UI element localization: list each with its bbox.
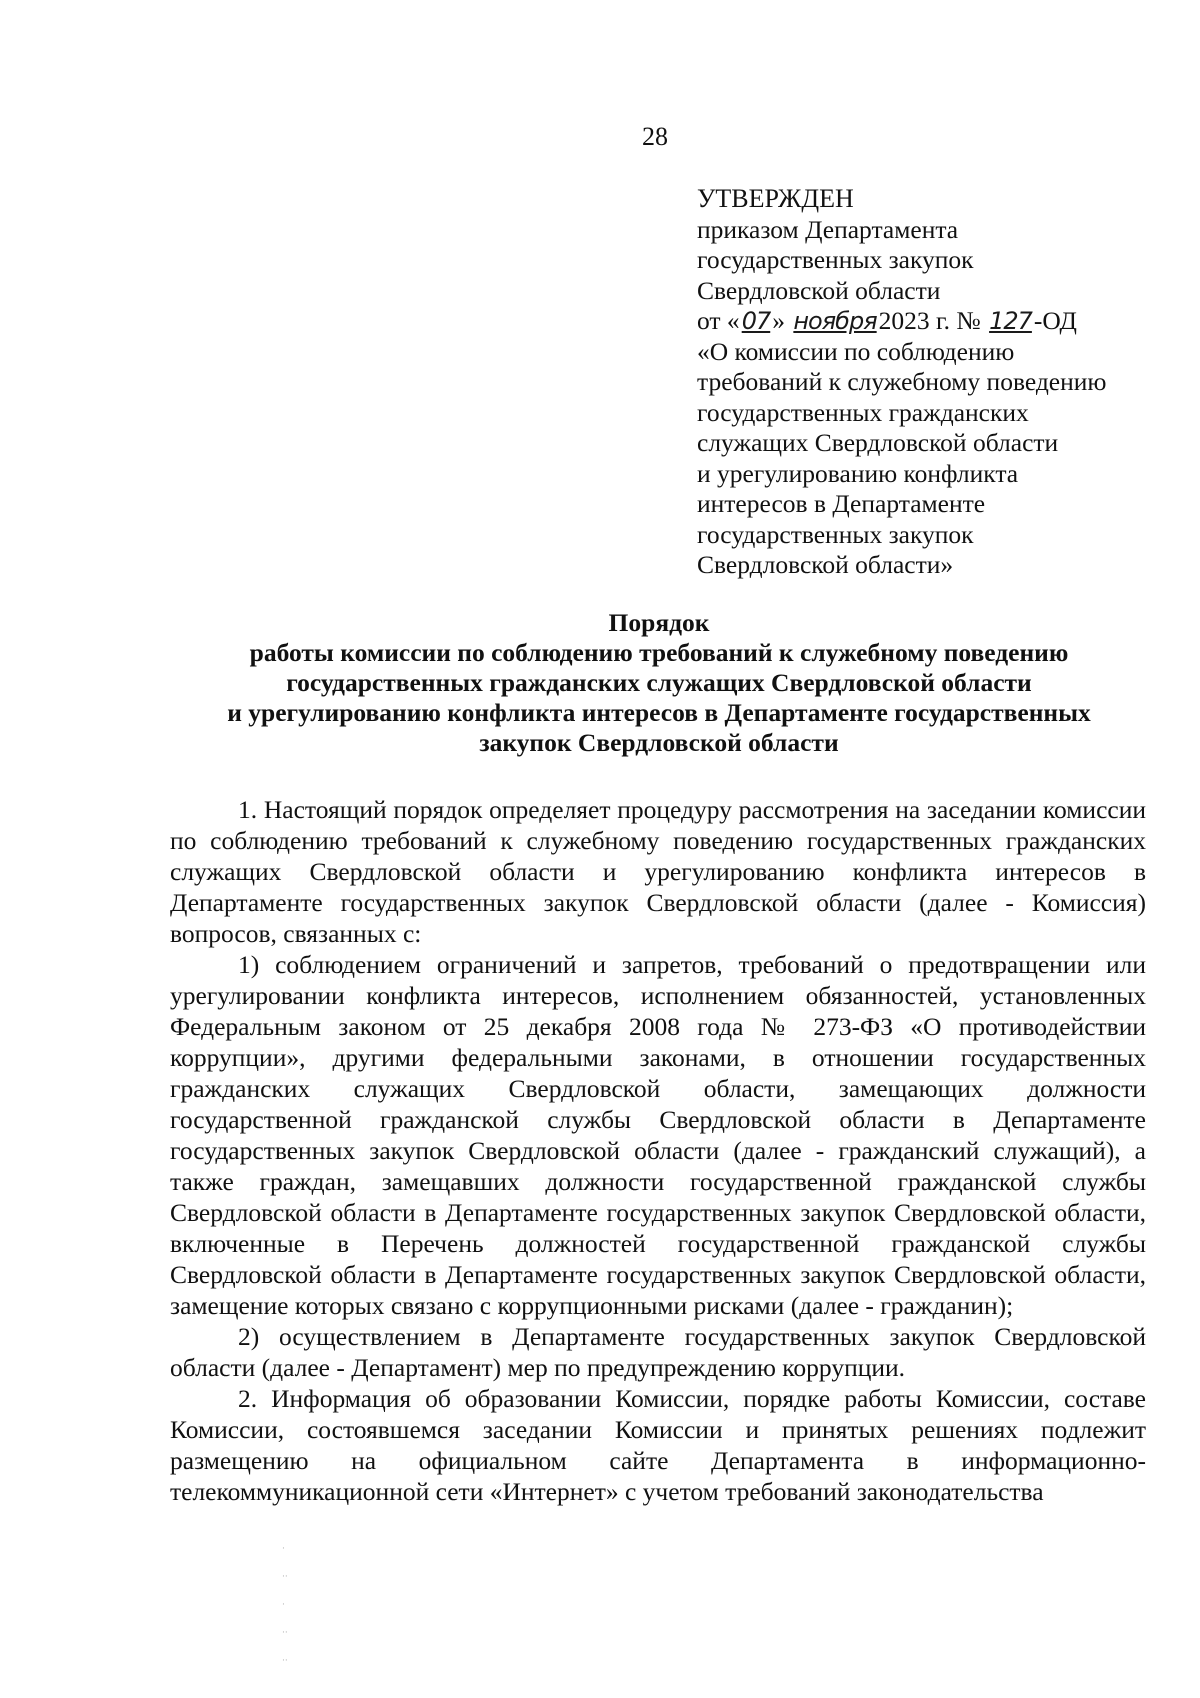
- approval-heading: УТВЕРЖДЕН: [697, 184, 854, 213]
- approval-stamp: [697, 184, 1167, 581]
- handwritten-order-number: 127: [989, 307, 1032, 335]
- handwritten-day: 07: [741, 307, 771, 335]
- title-line: работы комиссии по соблюдению требований к служебному поведению: [249, 638, 1069, 667]
- document-title: [170, 608, 1148, 758]
- body-paragraph: 1) соблюдением ограничений и запретов, требований о предотвращении или урегулировании конфликта интересов, исполнением обязанностей, установленных Федеральным законом от 25 декабря 2008 года № 273-ФЗ «О противодействии коррупции», другими федеральными законами, в отношении государственных гражданских служащих Свердловской области, замещающих должности государственной гражданской службы Свердловской области в Департаменте государственных закупок Свердловской области (далее - гражданский служащий), а также граждан, замещавших должности государственной гражданской службы Свердловской области в Департаменте государственных закупок Свердловской области, включенные в Перечень должностей государственной гражданской службы Свердловской области в Департаменте государственных закупок Свердловской области, замещение которых связано с коррупционными рисками (далее - гражданин);: [170, 950, 1146, 1320]
- date-year: 2023 г. №: [878, 306, 981, 335]
- handwritten-month: ноября: [793, 307, 877, 335]
- title-line: и урегулированию конфликта интересов в Департаменте государственных: [227, 698, 1091, 727]
- approval-subject-line: государственных закупок: [697, 519, 974, 549]
- title-line: государственных гражданских служащих Свердловской области: [286, 668, 1032, 697]
- title-line: Порядок: [608, 608, 710, 637]
- approval-line: приказом Департамента: [697, 214, 959, 244]
- approval-line: государственных закупок: [697, 245, 974, 274]
- approval-subject-line: Свердловской области»: [697, 550, 954, 579]
- approval-subject-line: «О комиссии по соблюдению: [697, 336, 1015, 366]
- approval-date-line: [697, 306, 1167, 337]
- title-line: закупок Свердловской области: [479, 728, 839, 757]
- page-number: 28: [642, 122, 668, 151]
- date-mid: »: [772, 306, 785, 335]
- body-paragraph: 2. Информация об образовании Комиссии, порядке работы Комиссии, составе Комиссии, состоявшемся заседании Комиссии и принятых решениях подлежит размещению на официальном сайте Департамента в информационно-телекоммуникационной сети «Интернет» с учетом требований законодательства: [170, 1384, 1146, 1506]
- approval-subject-line: требований к служебному поведению: [697, 367, 1107, 396]
- order-suffix: -ОД: [1033, 306, 1077, 335]
- approval-line: Свердловской области: [697, 275, 941, 305]
- approval-subject-line: интересов в Департаменте: [697, 489, 986, 518]
- approval-subject-line: государственных гражданских: [697, 397, 1029, 427]
- approval-subject-line: служащих Свердловской области: [697, 428, 1059, 457]
- date-prefix: от «: [697, 306, 740, 335]
- body-paragraph: 1. Настоящий порядок определяет процедуру рассмотрения на заседании комиссии по соблюдению требований к служебному поведению государственных гражданских служащих Свердловской области и урегулированию конфликта интересов в Департаменте государственных закупок Свердловской области (далее - Комиссия) вопросов, связанных с:: [170, 795, 1146, 948]
- document-body: [170, 794, 1146, 1507]
- approval-subject-line: и урегулированию конфликта: [697, 458, 1019, 488]
- body-paragraph: 2) осуществлением в Департаменте государственных закупок Свердловской области (далее - Департамент) мер по предупреждению коррупции.: [170, 1322, 1146, 1382]
- scan-artifact: · ·· · ·· ··: [282, 1544, 288, 1666]
